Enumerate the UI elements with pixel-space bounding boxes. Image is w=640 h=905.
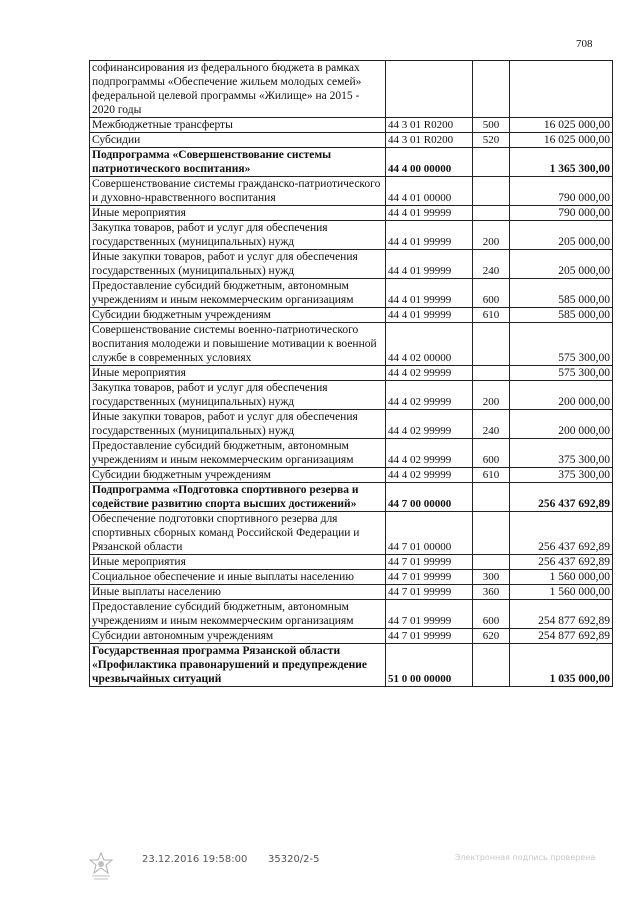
row-expense-type: 600 [473, 279, 510, 308]
row-name: Субсидии бюджетным учреждениям [90, 308, 386, 323]
row-expense-type [473, 177, 510, 206]
row-amount: 575 300,00 [510, 323, 613, 366]
row-expense-type: 360 [473, 585, 510, 600]
row-amount: 575 300,00 [510, 366, 613, 381]
row-amount: 16 025 000,00 [510, 118, 613, 133]
row-expense-type [473, 61, 510, 118]
row-expense-type [473, 148, 510, 177]
table-row [90, 483, 613, 512]
row-name: Предоставление субсидий бюджетным, автономным учреждениям и иным некоммерческим организациям [90, 279, 386, 308]
row-code: 44 4 00 00000 [386, 148, 473, 177]
row-name: Иные мероприятия [90, 206, 386, 221]
table-row [90, 250, 613, 279]
row-name: софинансирования из федерального бюджета в рамках подпрограммы «Обеспечение жильем молодых семей» федеральной целевой программы «Жилище» на 2015 - 2020 годы [90, 61, 386, 118]
row-amount: 790 000,00 [510, 177, 613, 206]
table-row [90, 410, 613, 439]
row-expense-type: 500 [473, 118, 510, 133]
row-code: 44 7 00 00000 [386, 483, 473, 512]
row-expense-type: 300 [473, 570, 510, 585]
row-name: Государственная программа Рязанской области «Профилактика правонарушений и предупреждение чрезвычайных ситуаций [90, 644, 386, 687]
row-name: Иные закупки товаров, работ и услуг для обеспечения государственных (муниципальных) нужд [90, 250, 386, 279]
row-amount: 585 000,00 [510, 308, 613, 323]
row-name: Иные мероприятия [90, 366, 386, 381]
row-code: 44 3 01 R0200 [386, 133, 473, 148]
table-row [90, 629, 613, 644]
budget-table [89, 60, 613, 687]
row-amount: 1 560 000,00 [510, 570, 613, 585]
table-row [90, 148, 613, 177]
row-name: Иные мероприятия [90, 555, 386, 570]
row-expense-type: 520 [473, 133, 510, 148]
row-code: 44 4 01 99999 [386, 308, 473, 323]
row-expense-type: 200 [473, 221, 510, 250]
row-code: 44 4 01 00000 [386, 177, 473, 206]
row-code: 44 3 01 R0200 [386, 118, 473, 133]
row-code: 44 4 01 99999 [386, 221, 473, 250]
table-row [90, 133, 613, 148]
row-code: 44 7 01 00000 [386, 512, 473, 555]
row-expense-type: 600 [473, 600, 510, 629]
table-row [90, 308, 613, 323]
row-name: Обеспечение подготовки спортивного резерва для спортивных сборных команд Российской Федерации и Рязанской области [90, 512, 386, 555]
row-amount: 1 560 000,00 [510, 585, 613, 600]
row-expense-type: 200 [473, 381, 510, 410]
row-amount: 200 000,00 [510, 381, 613, 410]
row-expense-type [473, 483, 510, 512]
emblem-icon [88, 852, 114, 880]
table-row [90, 177, 613, 206]
table-row [90, 118, 613, 133]
row-name: Совершенствование системы военно-патриотического воспитания молодежи и повышение мотивации к военной службе в современных условиях [90, 323, 386, 366]
row-code: 44 7 01 99999 [386, 570, 473, 585]
row-code: 44 7 01 99999 [386, 629, 473, 644]
table-row [90, 381, 613, 410]
row-expense-type: 610 [473, 468, 510, 483]
row-name: Предоставление субсидий бюджетным, автономным учреждениям и иным некоммерческим организациям [90, 439, 386, 468]
row-expense-type [473, 644, 510, 687]
table-row [90, 468, 613, 483]
row-name: Закупка товаров, работ и услуг для обеспечения государственных (муниципальных) нужд [90, 221, 386, 250]
row-code [386, 61, 473, 118]
row-expense-type: 610 [473, 308, 510, 323]
row-code: 44 4 02 99999 [386, 366, 473, 381]
row-code: 44 4 02 99999 [386, 410, 473, 439]
row-code: 44 4 01 99999 [386, 250, 473, 279]
table-row [90, 600, 613, 629]
row-amount: 585 000,00 [510, 279, 613, 308]
footer-stamp: Электронная подпись проверена [454, 853, 596, 862]
row-code: 44 4 02 99999 [386, 381, 473, 410]
row-code: 44 7 01 99999 [386, 600, 473, 629]
footer-doc-number: 35320/2-5 [268, 854, 320, 865]
row-expense-type: 600 [473, 439, 510, 468]
row-expense-type [473, 366, 510, 381]
table-row [90, 644, 613, 687]
row-code: 44 4 02 00000 [386, 323, 473, 366]
row-name: Подпрограмма «Совершенствование системы патриотического воспитания» [90, 148, 386, 177]
row-name: Субсидии автономным учреждениям [90, 629, 386, 644]
page-number: 708 [576, 38, 593, 50]
table-row [90, 439, 613, 468]
row-amount: 256 437 692,89 [510, 512, 613, 555]
table-row [90, 555, 613, 570]
row-amount: 200 000,00 [510, 410, 613, 439]
table-row [90, 323, 613, 366]
row-amount: 375 300,00 [510, 439, 613, 468]
row-amount: 1 365 300,00 [510, 148, 613, 177]
row-expense-type: 240 [473, 410, 510, 439]
row-expense-type [473, 206, 510, 221]
table-row [90, 61, 613, 118]
row-amount [510, 61, 613, 118]
row-code: 44 4 02 99999 [386, 439, 473, 468]
row-amount: 375 300,00 [510, 468, 613, 483]
row-name: Субсидии бюджетным учреждениям [90, 468, 386, 483]
row-expense-type [473, 512, 510, 555]
row-code: 44 4 01 99999 [386, 279, 473, 308]
row-expense-type: 620 [473, 629, 510, 644]
table-row [90, 585, 613, 600]
table-row [90, 512, 613, 555]
row-amount: 1 035 000,00 [510, 644, 613, 687]
row-amount: 790 000,00 [510, 206, 613, 221]
row-amount: 254 877 692,89 [510, 629, 613, 644]
row-name: Межбюджетные трансферты [90, 118, 386, 133]
row-name: Социальное обеспечение и иные выплаты населению [90, 570, 386, 585]
row-expense-type: 240 [473, 250, 510, 279]
row-amount: 16 025 000,00 [510, 133, 613, 148]
row-code: 44 4 01 99999 [386, 206, 473, 221]
footer-date: 23.12.2016 19:58:00 [142, 854, 248, 865]
row-name: Совершенствование системы гражданско-патриотического и духовно-нравственного воспитания [90, 177, 386, 206]
row-amount: 256 437 692,89 [510, 483, 613, 512]
table-row [90, 206, 613, 221]
table-row [90, 221, 613, 250]
budget-table-body [90, 61, 613, 687]
row-amount: 256 437 692,89 [510, 555, 613, 570]
table-row [90, 366, 613, 381]
row-amount: 205 000,00 [510, 250, 613, 279]
row-name: Иные закупки товаров, работ и услуг для обеспечения государственных (муниципальных) нужд [90, 410, 386, 439]
row-amount: 254 877 692,89 [510, 600, 613, 629]
footer [0, 852, 640, 892]
row-name: Субсидии [90, 133, 386, 148]
row-code: 44 7 01 99999 [386, 585, 473, 600]
row-expense-type [473, 555, 510, 570]
row-amount: 205 000,00 [510, 221, 613, 250]
row-code: 51 0 00 00000 [386, 644, 473, 687]
row-name: Предоставление субсидий бюджетным, автономным учреждениям и иным некоммерческим организациям [90, 600, 386, 629]
table-row [90, 279, 613, 308]
row-name: Иные выплаты населению [90, 585, 386, 600]
row-code: 44 4 02 99999 [386, 468, 473, 483]
row-name: Закупка товаров, работ и услуг для обеспечения государственных (муниципальных) нужд [90, 381, 386, 410]
row-code: 44 7 01 99999 [386, 555, 473, 570]
row-name: Подпрограмма «Подготовка спортивного резерва и содействие развитию спорта высших достижений» [90, 483, 386, 512]
row-expense-type [473, 323, 510, 366]
table-row [90, 570, 613, 585]
